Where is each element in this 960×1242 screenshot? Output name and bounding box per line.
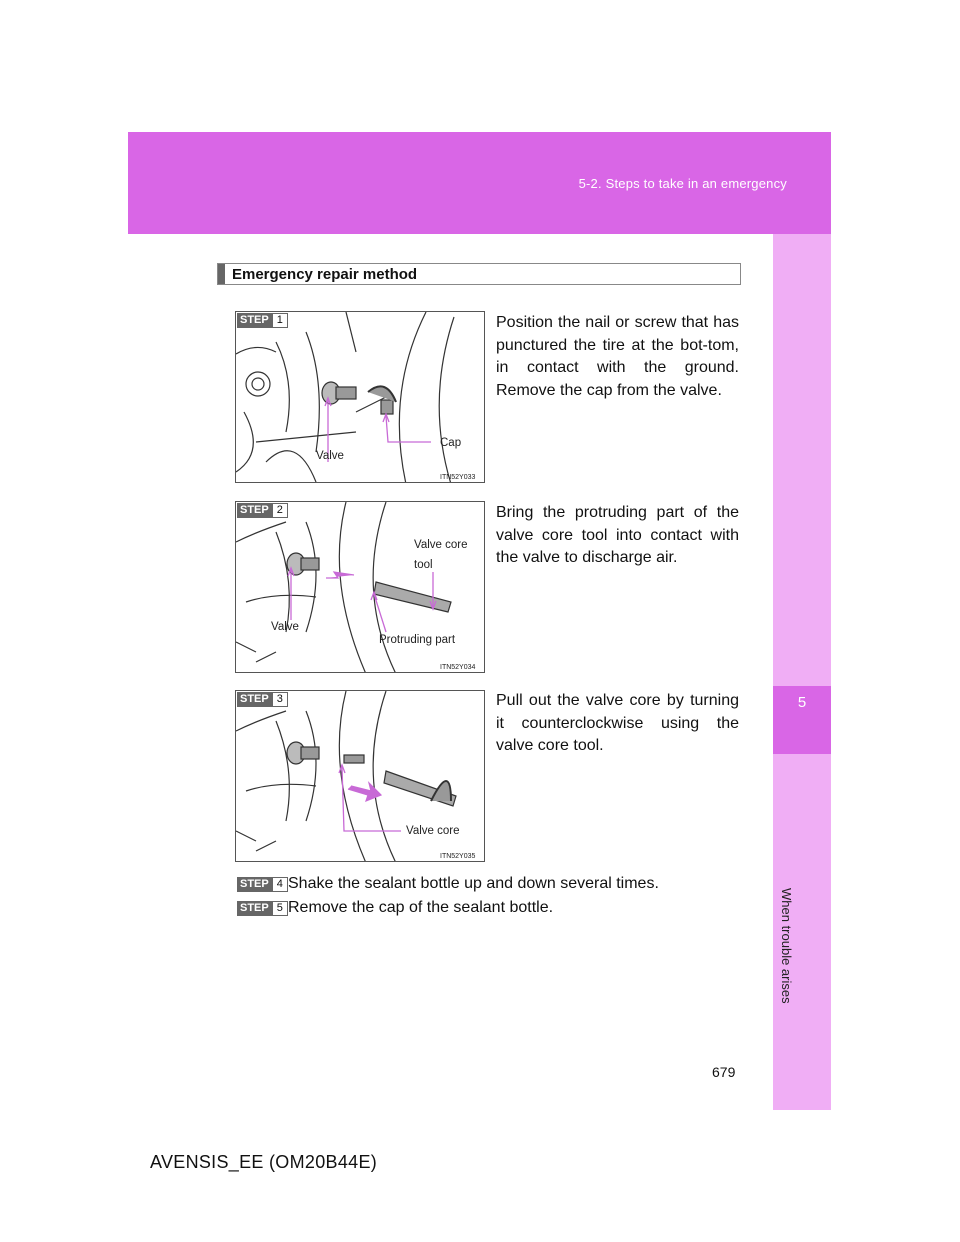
figure-label-protruding-part: Protruding part bbox=[379, 634, 456, 646]
valve-core-tool-illustration bbox=[236, 502, 485, 673]
step-3-text: Pull out the valve core by turning it counterclockwise using the valve core tool. bbox=[496, 692, 739, 754]
figure-step-2 bbox=[235, 501, 485, 673]
step-badge-number: 5 bbox=[272, 901, 288, 916]
figure-code: ITN52Y033 bbox=[440, 474, 476, 481]
step-badge-label: STEP bbox=[237, 503, 272, 518]
step-2-text: Bring the protruding part of the valve core tool into contact with the valve to discharge air. bbox=[496, 504, 739, 566]
section-title: Emergency repair method bbox=[232, 266, 418, 283]
figure-label-cap: Cap bbox=[440, 437, 462, 449]
figure-label-tool: tool bbox=[414, 559, 433, 571]
page-number: 679 bbox=[712, 1064, 736, 1080]
chapter-number: 5 bbox=[773, 686, 831, 754]
step-badge-4 bbox=[237, 877, 288, 892]
figure-label-valve-core: Valve core bbox=[414, 539, 468, 551]
step-badge-number: 2 bbox=[272, 503, 288, 518]
figure-label-valve-core: Valve core bbox=[406, 825, 460, 837]
figure-step-3 bbox=[235, 690, 485, 862]
step-5-text: Remove the cap of the sealant bottle. bbox=[288, 899, 554, 916]
step-badge-number: 3 bbox=[272, 692, 288, 707]
valve-cap-illustration bbox=[236, 312, 485, 483]
footer-model-code: AVENSIS_EE (OM20B44E) bbox=[150, 1152, 378, 1172]
figure-code: ITN52Y034 bbox=[440, 664, 476, 671]
step-badge-3 bbox=[237, 692, 288, 707]
section-header-title: 5-2. Steps to take in an emergency bbox=[578, 176, 787, 191]
step-1-text: Position the nail or screw that has punctured the tire at the bot-tom, in contact with the ground. Remove the cap from the valve. bbox=[496, 314, 739, 399]
step-badge-number: 1 bbox=[272, 313, 288, 328]
figure-label-valve: Valve bbox=[271, 621, 299, 633]
step-badge-label: STEP bbox=[237, 901, 272, 916]
step-badge-label: STEP bbox=[237, 313, 272, 328]
step-badge-label: STEP bbox=[237, 877, 272, 892]
step-badge-label: STEP bbox=[237, 692, 272, 707]
remove-valve-core-illustration bbox=[236, 691, 485, 862]
figure-label-valve: Valve bbox=[316, 450, 344, 462]
figure-code: ITN52Y035 bbox=[440, 853, 476, 860]
step-badge-1 bbox=[237, 313, 288, 328]
section-title-bar bbox=[217, 263, 741, 285]
chapter-label: When trouble arises bbox=[779, 888, 794, 1004]
figure-step-1 bbox=[235, 311, 485, 483]
step-badge-2 bbox=[237, 503, 288, 518]
header-band bbox=[128, 132, 831, 234]
step-badge-5 bbox=[237, 901, 288, 916]
section-accent bbox=[218, 264, 225, 284]
step-badge-number: 4 bbox=[272, 877, 288, 892]
step-4-text: Shake the sealant bottle up and down several times. bbox=[288, 875, 659, 892]
